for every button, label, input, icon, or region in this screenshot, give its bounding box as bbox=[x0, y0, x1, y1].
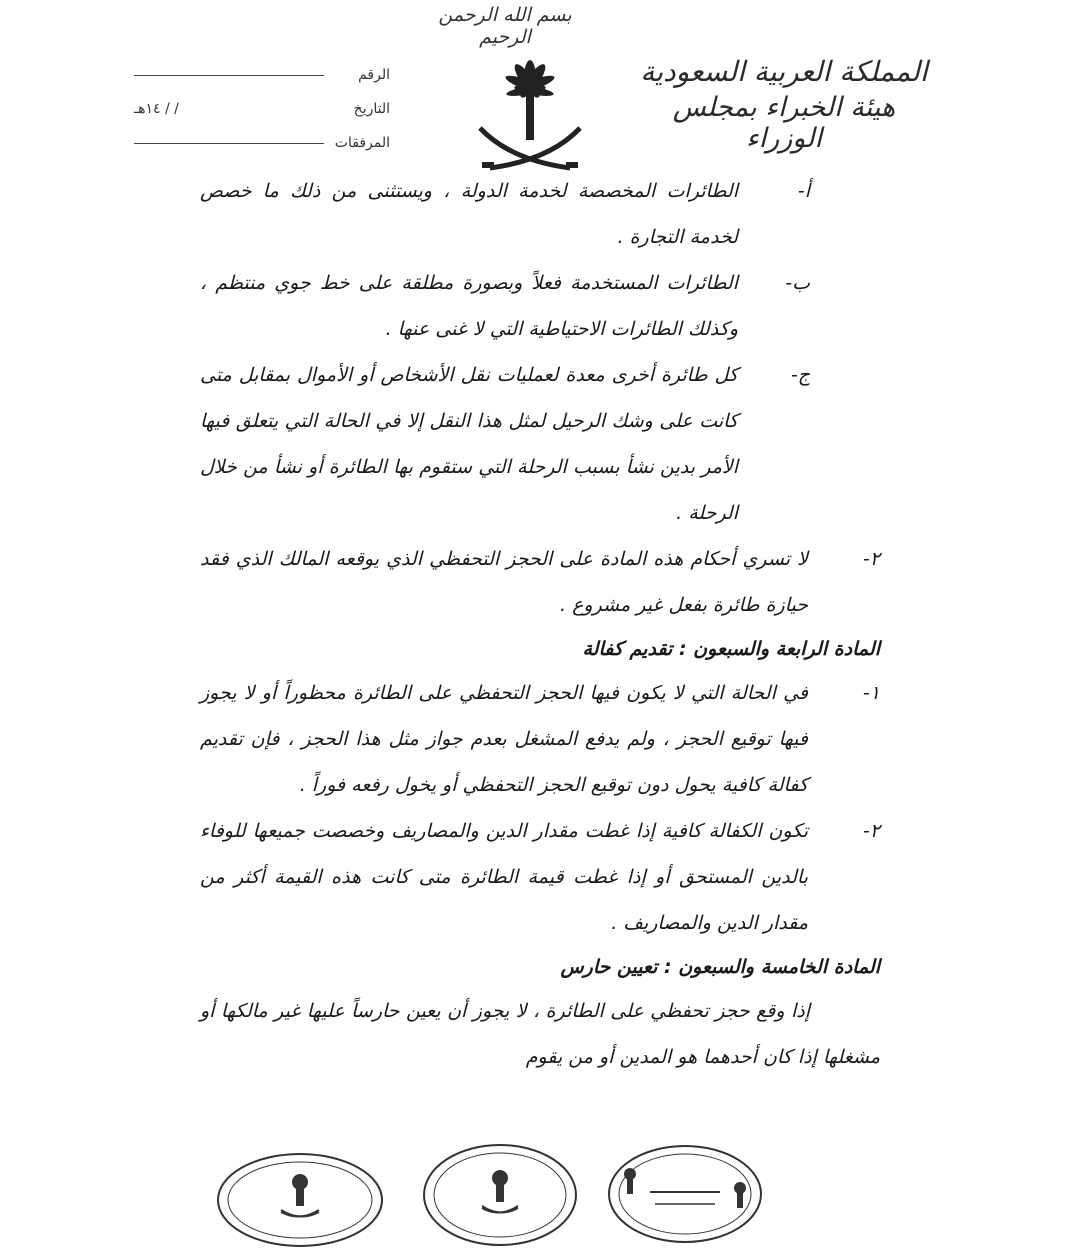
letterhead bbox=[634, 55, 934, 154]
paragraph-2-text: لا تسري أحكام هذه المادة على الحجز التحفظي الذي يوقعه المالك الذي فقد حيازة طائرة بفعل غير مشروع . bbox=[200, 548, 808, 616]
article-74-clause-1 bbox=[200, 670, 880, 808]
article-74-clause-2-text: تكون الكفالة كافية إذا غطت مقدار الدين والمصاريف وخصصت جميعها للوفاء بالدين المستحق أو إذا غطت قيمة الطائرة متى كانت هذه القيمة أكثر من مقدار الدين والمصاريف . bbox=[200, 820, 808, 934]
article-74-clause-2-mark: ٢- bbox=[862, 820, 880, 842]
authority-title: هيئة الخبراء بمجلس الوزراء bbox=[672, 92, 896, 154]
clause-c bbox=[200, 352, 880, 536]
clause-a bbox=[200, 168, 880, 260]
date-value: / / ١٤هـ bbox=[134, 101, 179, 117]
paragraph-2-mark: ٢- bbox=[862, 548, 880, 570]
clause-b-text: الطائرات المستخدمة فعلاً وبصورة مطلقة على خط جوي منتظم ، وكذلك الطائرات الاحتياطية التي لا غنى عنها . bbox=[200, 272, 738, 340]
attachments-line bbox=[134, 142, 324, 144]
clause-c-mark: ج- bbox=[790, 364, 810, 386]
clause-b-mark: ب- bbox=[785, 272, 810, 294]
reference-row bbox=[130, 58, 390, 92]
paragraph-2 bbox=[200, 536, 880, 628]
reference-line bbox=[134, 74, 324, 76]
reference-block bbox=[130, 58, 390, 160]
kingdom-title: المملكة العربية السعودية bbox=[640, 55, 928, 88]
stamps-area bbox=[215, 1140, 785, 1250]
attachments-label: المرفقات bbox=[334, 135, 390, 151]
date-label: التاريخ bbox=[353, 101, 390, 117]
clause-a-text: الطائرات المخصصة لخدمة الدولة ، ويستثنى من ذلك ما خصص لخدمة التجارة . bbox=[200, 180, 738, 248]
attachments-row bbox=[130, 126, 390, 160]
certified-copy-stamp-icon bbox=[605, 1142, 765, 1247]
date-row bbox=[130, 92, 390, 126]
article-74-clause-2 bbox=[200, 808, 880, 946]
reference-label: الرقم bbox=[358, 67, 390, 83]
clause-c-text: كل طائرة أخرى معدة لعمليات نقل الأشخاص أو الأموال بمقابل متى كانت على وشك الرحيل لمثل هذا النقل إلا في الحالة التي يتعلق فيها الأمر بدين نشأ بسبب الرحلة التي ستقوم بها الطائرة أو نشأ من خلال الرحلة . bbox=[200, 364, 738, 524]
article-74-clause-1-mark: ١- bbox=[862, 682, 880, 704]
authority-stamp-icon bbox=[215, 1150, 385, 1250]
article-74-clause-1-text: في الحالة التي لا يكون فيها الحجز التحفظي على الطائرة محظوراً أو لا يجوز فيها توقيع الحجز ، ولم يدفع المشغل بعدم جواز مثل هذا الحجز ، فإن تقديم كفالة كافية يحول دون توقيع الحجز التحفظي أو يخول رفعه فوراً . bbox=[200, 682, 809, 796]
clause-b bbox=[200, 260, 880, 352]
article-75-heading: المادة الخامسة والسبعون : تعيين حارس bbox=[560, 956, 880, 978]
secretariat-stamp-icon bbox=[420, 1140, 580, 1250]
article-75-text: إذا وقع حجز تحفظي على الطائرة ، لا يجوز أن يعين حارساً عليها غير مالكها أو مشغلها إذا كان أحدهما هو المدين أو من يقوم bbox=[200, 1000, 880, 1068]
basmala: بسم الله الرحمن الرحيم bbox=[438, 4, 572, 48]
clause-a-mark: أ- bbox=[797, 180, 810, 202]
article-74-heading: المادة الرابعة والسبعون : تقديم كفالة bbox=[582, 638, 880, 660]
document-body bbox=[200, 168, 880, 1080]
saudi-emblem-icon bbox=[470, 50, 590, 180]
